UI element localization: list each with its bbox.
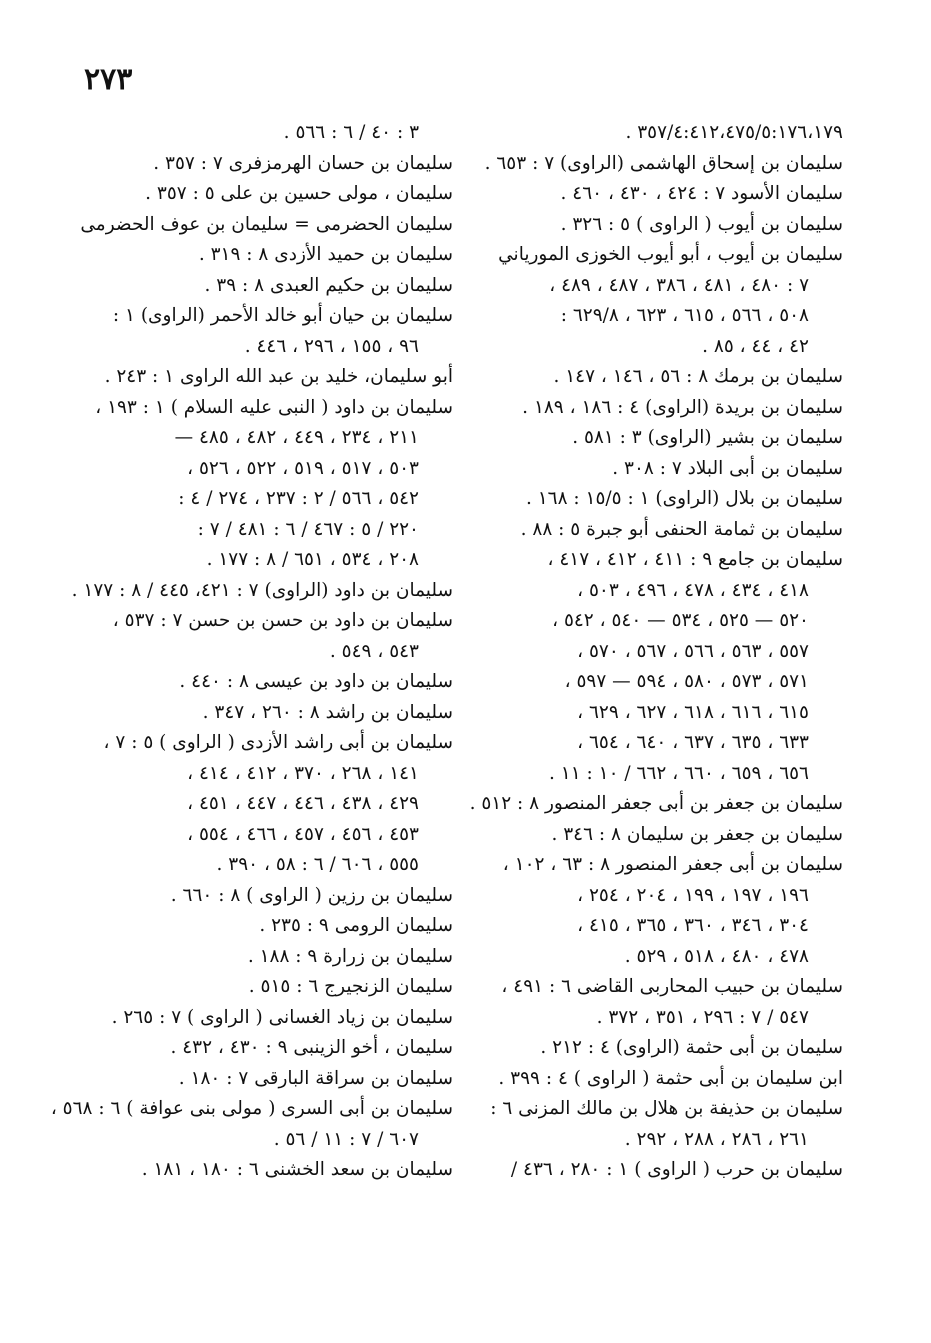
index-continuation-line: ٩٦ ، ١٥٥ ، ٢٩٦ ، ٤٤٦ . [244,335,419,357]
index-entry: سليمان بن حميد الأزدى ٨ : ٣١٩ . [198,244,453,265]
index-entry: سليمان الأسود ٧ : ٤٢٤ ، ٤٣٠ ، ٤٦٠ . [560,183,843,204]
index-continuation-line: ٤١٨ ، ٤٣٤ ، ٤٧٨ ، ٤٩٦ ، ٥٠٣ ، [577,579,809,601]
index-entry: سليمان بن بشير (الراوى) ٣ : ٥٨١ . [572,427,843,448]
index-entry: سليمان بن برمك ٨ : ٥٦ ، ١٤٦ ، ١٤٧ . [553,366,843,387]
index-entry: سليمان ، أخو الزينبى ٩ : ٤٣٠ ، ٤٣٢ . [170,1037,453,1058]
index-continuation-line: ٣٠٤ ، ٣٤٦ ، ٣٦٠ ، ٣٦٥ ، ٤١٥ ، [577,915,809,936]
index-continuation-line: ٥٤٧ / ٧ : ٢٩٦ ، ٣٥١ ، ٣٧٢ . [596,1006,809,1028]
index-continuation-line: ٥٢٠ — ٥٢٥ ، ٥٣٤ — ٥٤٠ ، ٥٤٢ ، [552,610,809,631]
index-entry: سليمان بن جعفر بن سليمان ٨ : ٣٤٦ . [551,823,843,845]
index-entry: سليمان بن راشد ٨ : ٢٦٠ ، ٣٤٧ . [202,701,453,723]
index-continuation-line: ٤٥٣ ، ٤٥٦ ، ٤٥٧ ، ٤٦٦ ، ٥٥٤ ، [187,823,419,845]
index-entry: سليمان بن أبى راشد الأزدى ( الراوى ) ٥ : ٧ ، [103,732,453,753]
index-continuation-line: ٥٥٥ ، ٦٠٦ / ٦ : ٥٨ ، ٣٩٠ . [216,854,419,875]
index-continuation-line: ٥٤٣ ، ٥٤٩ . [329,640,419,662]
index-entry: سليمان بن جعفر بن أبى جعفر المنصور ٨ : ٥١٢ . [469,793,843,814]
index-continuation-line: ٢٦١ ، ٢٨٦ ، ٢٨٨ ، ٢٩٢ . [624,1128,809,1150]
index-entry: سليمان بن داود (الراوى) ٧ : ٤٢١، ٤٤٥ / ٨ : ١٧٧ . [71,579,453,601]
index-entry: سليمان بن إسحاق الهاشمى (الراوى) ٧ : ٦٥٣ . [484,152,843,174]
index-entry: سليمان الزنجيرج ٦ : ٥١٥ . [248,976,453,997]
index-continuation-line: ٤٧٨ ، ٤٨٠ ، ٥١٨ ، ٥٢٩ . [624,945,809,967]
index-entry: ٣٥٧/٤:٤١٢،٤٧٥/٥:١٧٦،١٧٩ . [625,122,843,143]
index-continuation-line: ٤٢٩ ، ٤٣٨ ، ٤٤٦ ، ٤٤٧ ، ٤٥١ ، [187,793,419,814]
index-entry: سليمان بن سراقة البارقى ٧ : ١٨٠ . [178,1067,453,1089]
index-entry: سليمان الحضرمى = سليمان بن عوف الحضرمى [80,213,453,235]
index-entry: سليمان الرومى ٩ : ٢٣٥ . [259,915,453,936]
index-entry: سليمان بن ثمامة الحنفى أبو جبرة ٥ : ٨٨ . [520,518,843,540]
right-column [468,118,843,1186]
index-continuation-line: ٣ : ٤٠ / ٦ : ٥٦٦ . [283,122,419,143]
index-entry: سليمان بن حرب ( الراوى ) ١ : ٢٨٠ ، ٤٣٦ / [510,1159,843,1180]
index-entry: سليمان بن رزين ( الراوى ) ٨ : ٦٦٠ . [170,884,453,906]
left-column [50,118,453,1186]
index-continuation-line: ٦١٥ ، ٦١٦ ، ٦١٨ ، ٦٢٧ ، ٦٢٩ ، [577,701,809,723]
index-continuation-line: ٦٠٧ / ٧ : ١١ / ٥٦ . [273,1128,419,1150]
page-number: ٢٧٣ [84,62,133,97]
index-entry: سليمان بن حذيفة بن هلال بن مالك المزنى ٦ : [490,1098,843,1119]
index-entry: سليمان بن زرارة ٩ : ١٨٨ . [247,945,453,967]
index-continuation-line: ٧ : ٤٨٠ ، ٤٨١ ، ٣٨٦ ، ٤٨٧ ، ٤٨٩ ، [549,274,809,296]
index-continuation-line: ١٩٦ ، ١٩٧ ، ١٩٩ ، ٢٠٤ ، ٢٥٤ ، [577,884,809,906]
index-entry: سليمان بن أبى البلاد ٧ : ٣٠٨ . [612,457,843,479]
index-entry: سليمان بن جامع ٩ : ٤١١ ، ٤١٢ ، ٤١٧ ، [547,549,843,570]
index-entry: سليمان بن أبى السرى ( مولى بنى عوافة ) ٦ : ٥٦٨ ، [50,1098,453,1119]
index-continuation-line: ٥٤٢ ، ٥٦٦ / ٢ : ٢٣٧ ، ٢٧٤ / ٤ : [178,488,419,509]
index-continuation-line: ٢٠٨ ، ٥٣٤ ، ٦٥١ / ٨ : ١٧٧ . [206,549,419,570]
index-entry: أبو سليمان، خليد بن عبد الله الراوى ١ : ٢٤٣ . [104,366,453,387]
index-entry: سليمان بن داود بن حسن بن حسن ٧ : ٥٣٧ ، [112,610,453,631]
index-continuation-line: ٦٣٣ ، ٦٣٥ ، ٦٣٧ ، ٦٤٠ ، ٦٥٤ ، [577,732,809,753]
index-entry: سليمان بن بلال (الراوى) ١ : ١٥/٥ : ١٦٨ . [525,488,843,509]
index-entry: سليمان بن أبى جعفر المنصور ٨ : ٦٣ ، ١٠٢ ، [502,854,843,875]
index-entry: سليمان بن داود بن عيسى ٨ : ٤٤٠ . [179,671,453,692]
index-entry: سليمان بن أبى حثمة (الراوى) ٤ : ٢١٢ . [540,1037,843,1058]
index-entry: سليمان بن حسان الهرمزفرى ٧ : ٣٥٧ . [153,152,453,174]
index-continuation-line: ٢٢٠ / ٥ : ٤٦٧ / ٦ : ٤٨١ / ٧ : [197,518,419,540]
index-entry: سليمان بن أيوب ( الراوى ) ٥ : ٣٢٦ . [560,213,843,235]
index-entry: سليمان بن حبيب المحاربى القاضى ٦ : ٤٩١ ، [501,976,843,997]
index-continuation-line: ٥٠٣ ، ٥١٧ ، ٥١٩ ، ٥٢٢ ، ٥٢٦ ، [187,457,419,479]
index-entry: سليمان ، مولى حسين بن على ٥ : ٣٥٧ . [145,183,453,204]
index-entry: سليمان بن أيوب ، أبو أيوب الخوزى المورياني [498,244,843,265]
index-continuation-line: ٤٢ ، ٤٤ ، ٨٥ . [702,335,809,357]
index-entry: ابن سليمان بن أبى حثمة ( الراوى ) ٤ : ٣٩٩ . [498,1067,843,1089]
index-continuation-line: ١٤١ ، ٢٦٨ ، ٣٧٠ ، ٤١٢ ، ٤١٤ ، [187,762,419,784]
index-entry: سليمان بن حكيم العبدى ٨ : ٣٩ . [204,274,453,296]
index-continuation-line: ٥٥٧ ، ٥٦٣ ، ٥٦٦ ، ٥٦٧ ، ٥٧٠ ، [577,640,809,662]
index-continuation-line: ٥٧١ ، ٥٧٣ ، ٥٨٠ ، ٥٩٤ — ٥٩٧ ، [564,671,809,692]
index-entry: سليمان بن داود ( النبى عليه السلام ) ١ : ١٩٣ ، [95,396,453,418]
index-entry: سليمان بن زياد الغسانى ( الراوى ) ٧ : ٢٦٥ . [111,1006,453,1028]
index-entry: سليمان بن بريدة (الراوى) ٤ : ١٨٦ ، ١٨٩ . [522,396,843,418]
index-continuation-line: ٢١١ ، ٢٣٤ ، ٤٤٩ ، ٤٨٢ ، ٤٨٥ — [174,427,419,448]
index-continuation-line: ٥٠٨ ، ٥٦٦ ، ٦١٥ ، ٦٢٣ ، ٦٢٩/٨ : [560,305,809,326]
index-continuation-line: ٦٥٦ ، ٦٥٩ ، ٦٦٠ ، ٦٦٢ / ١٠ : ١١ . [549,762,809,784]
index-entry: سليمان بن سعد الخشنى ٦ : ١٨٠ ، ١٨١ . [141,1159,453,1180]
index-entry: سليمان بن حيان أبو خالد الأحمر (الراوى) ١ : [112,305,453,326]
